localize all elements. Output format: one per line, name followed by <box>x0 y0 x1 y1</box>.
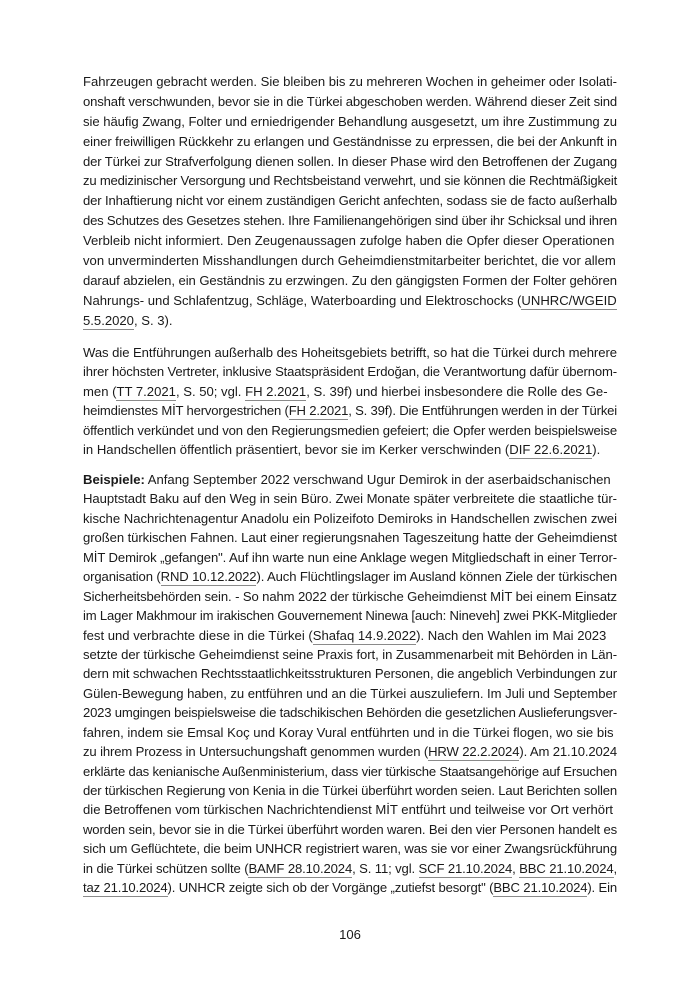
text-segment: sich um Geflüchtete, die beim UNHCR registriert waren, was sie vor einer Zwangsrückführung <box>83 841 617 857</box>
text-segment: , S. 39f). Die Entführungen werden in der Türkei <box>348 403 618 419</box>
text-line <box>83 878 617 897</box>
text-line <box>83 401 617 420</box>
text-segment: zu medizinischer Versorgung und Rechtsbeistand verwehrt, und sie können die Rechtmäßigkeit <box>83 173 617 189</box>
text-line <box>83 548 617 567</box>
text-segment: ihrer höchsten Vertreter, inklusive Staatspräsident Erdoğan, die Verantwortung dafür übernom- <box>83 364 617 380</box>
text-segment: Anfang September 2022 verschwand Ugur Demirok in der aserbaidschanischen <box>144 472 611 487</box>
text-line <box>83 152 617 172</box>
citation-link[interactable]: UNHRC/WGEID <box>521 292 617 308</box>
text-segment: ). Ein <box>587 880 618 896</box>
page-number: 106 <box>339 927 361 942</box>
text-segment: dern mit schwachen Rechtsstaatlichkeitsstrukturen Personen, die angeblich Verbindungen zur <box>83 666 617 682</box>
text-segment: der Inhaftierung nicht vor einem zuständigen Gericht anfechten, sodass sie de facto außerhalb <box>83 193 617 209</box>
text-segment: ). Nach den Wahlen im Mai 2023 <box>416 627 607 643</box>
text-line <box>83 440 617 459</box>
citation-link[interactable]: DIF 22.6.2021 <box>509 442 593 458</box>
citation-link[interactable]: BBC 21.10.2024 <box>493 880 588 896</box>
paragraph-detention-conditions <box>83 72 617 331</box>
text-segment: MİT Demirok „gefangen". Auf ihn warte nun eine Anklage wegen Mitgliedschaft in einer Terror- <box>83 549 617 565</box>
text-segment: , S. 39f) und hierbei insbesondere die Rolle des Ge- <box>306 383 608 399</box>
text-line <box>83 362 617 381</box>
text-segment: im Lager Makhmour im irakischen Gouvernement Ninewa [auch: Nineveh] zwei PKK-Mitglieder <box>83 608 617 624</box>
text-segment: einer freiwilligen Rückkehr zu erlangen und Geständnisse zu erpressen, die bei der Ankunft in <box>83 133 617 149</box>
text-line <box>83 421 617 440</box>
citation-link[interactable]: taz 21.10.2024 <box>83 880 168 896</box>
text-segment: men ( <box>83 383 117 399</box>
text-segment: zu ihrem Prozess in Untersuchungshaft genommen wurden ( <box>83 744 429 760</box>
text-line <box>83 211 617 231</box>
text-line <box>83 587 617 606</box>
text-line <box>83 72 617 92</box>
text-segment: darauf abzielen, ein Geständnis zu erzwingen. Zu den gängigsten Formen der Folter gehören <box>83 272 617 288</box>
text-line <box>83 762 617 781</box>
text-line <box>83 132 617 152</box>
text-line <box>83 800 617 819</box>
text-line <box>83 343 617 362</box>
text-line <box>83 509 617 528</box>
citation-link[interactable]: SCF 21.10.2024 <box>418 860 513 876</box>
bold-label: Beispiele: <box>83 472 145 487</box>
text-segment: Gülen-Bewegung haben, zu entführen und an die Türkei auszuliefern. Im Juli und September <box>83 685 617 701</box>
text-line <box>83 626 617 645</box>
text-segment: onshaft verschwunden, bevor sie in die Türkei abgeschoben werden. Während dieser Zeit sind <box>83 93 617 109</box>
text-segment: Nahrungs- und Schlafentzug, Schläge, Waterboarding und Elektroschocks ( <box>83 292 522 308</box>
text-line <box>83 470 617 489</box>
text-segment: Was die Entführungen außerhalb des Hoheitsgebiets betrifft, so hat die Türkei durch mehrere <box>83 345 617 360</box>
text-line <box>83 703 617 722</box>
text-segment: 2023 umgingen beispielsweise die tadschikischen Behörden die gesetzlichen Auslieferungsver- <box>83 705 618 721</box>
citation-link[interactable]: BAMF 28.10.2024 <box>248 860 353 876</box>
text-segment: der Türkei zur Strafverfolgung dienen sollen. In dieser Phase wird den Betroffenen der Zugang <box>83 153 618 169</box>
text-line <box>83 528 617 547</box>
text-line <box>83 271 617 291</box>
text-segment: öffentlich verkündet und von den Regierungsmedien gefeiert; die Opfer werden beispielsweise <box>83 422 617 438</box>
text-segment: großen türkischen Fahnen. Laut einer regierungsnahen Tageszeitung hatte der Geheimdienst <box>83 530 617 546</box>
text-segment: setzte der türkische Geheimdienst seine Praxis fort, in Zusammenarbeit mit Behörden in Län- <box>83 646 617 662</box>
text-segment: ). Auch Flüchtlingslager im Ausland können Ziele der türkischen <box>256 569 617 585</box>
text-segment: Fahrzeugen gebracht werden. Sie bleiben bis zu mehreren Wochen in geheimer oder Isolati- <box>83 74 617 89</box>
text-segment: sie häufig Zwang, Folter und erniedrigender Behandlung ausgesetzt, um ihre Zustimmung zu <box>83 113 617 129</box>
text-segment: Sicherheitsbehörden sein. - So nahm 2022 der türkische Geheimdienst MİT bei einem Einsatz <box>83 588 617 604</box>
text-segment: , S. 3). <box>133 312 173 328</box>
text-segment: heimdienstes MİT hervorgestrichen ( <box>83 403 289 419</box>
text-segment: , <box>512 860 520 876</box>
paragraph-abductions-abroad <box>83 343 617 460</box>
text-segment: Hauptstadt Baku auf den Weg in sein Büro. Zwei Monate später verbreitete die staatliche tür- <box>83 491 617 507</box>
text-line <box>83 859 617 878</box>
citation-link[interactable]: RND 10.12.2022 <box>160 569 257 585</box>
text-segment: fest und verbrachte diese in die Türkei ( <box>83 627 313 643</box>
text-segment: organisation ( <box>83 569 161 585</box>
text-segment: in Handschellen öffentlich präsentiert, bevor sie im Kerker verschwinden ( <box>83 442 510 458</box>
text-segment: erklärte das kenianische Außenministerium, dass vier türkische Staatsangehörige auf Ersuchen <box>83 763 617 779</box>
text-line <box>83 684 617 703</box>
text-line <box>83 112 617 132</box>
text-segment: des Schutzes des Gesetzes stehen. Ihre Familienangehörigen sind über ihr Schicksal und ihren <box>83 213 617 229</box>
citation-link[interactable]: TT 7.2021 <box>116 383 176 399</box>
citation-link[interactable]: FH 2.2021 <box>245 383 307 399</box>
text-segment: von unverminderten Misshandlungen durch Geheimdienstmitarbeiter berichtet, die vor allem <box>83 253 616 269</box>
text-line <box>83 251 617 271</box>
text-line <box>83 382 617 401</box>
text-line <box>83 820 617 839</box>
text-line <box>83 606 617 625</box>
text-line <box>83 839 617 858</box>
citation-link[interactable]: FH 2.2021 <box>288 403 349 419</box>
text-segment: ). Am 21.10.2024 <box>519 744 617 760</box>
text-line <box>83 311 617 331</box>
text-line <box>83 191 617 211</box>
text-line <box>83 567 617 586</box>
text-segment: , S. 50; vgl. <box>175 383 246 399</box>
text-line <box>83 645 617 664</box>
citation-link[interactable]: HRW 22.2.2024 <box>428 744 520 760</box>
text-segment: die Betroffenen vom türkischen Nachrichtendienst MİT entführt und teilweise vor Ort verhört <box>83 802 614 818</box>
text-segment: worden sein, bevor sie in die Türkei überführt worden waren. Bei den vier Personen handelt es <box>83 821 618 837</box>
text-segment: Verbleib nicht informiert. Den Zeugenaussagen zufolge haben die Opfer dieser Operationen <box>83 233 615 249</box>
text-line <box>83 171 617 191</box>
text-segment: ). <box>592 442 601 458</box>
text-line <box>83 723 617 742</box>
text-line <box>83 664 617 683</box>
text-line <box>83 231 617 251</box>
text-line <box>83 781 617 800</box>
text-line <box>83 742 617 761</box>
text-segment: kische Nachrichtenagentur Anadolu ein Polizeifoto Demiroks in Handschellen zwischen zwei <box>83 510 617 526</box>
citation-link[interactable]: BBC 21.10.2024 <box>519 860 614 876</box>
text-segment: fahren, indem sie Emsal Koç und Koray Vural entführten und in die Türkei flogen, wo sie bis <box>83 724 614 740</box>
paragraph-examples <box>83 470 617 898</box>
text-line <box>83 489 617 508</box>
text-line <box>83 291 617 311</box>
text-segment: , S. 11; vgl. <box>352 860 419 876</box>
text-segment: der türkischen Regierung von Kenia in die Türkei überführt worden seien. Laut Berichten sollen <box>83 783 617 798</box>
citation-link[interactable]: 5.5.2020 <box>83 312 134 328</box>
citation-link[interactable]: Shafaq 14.9.2022 <box>312 627 417 643</box>
text-segment: in die Türkei schützen sollte ( <box>83 860 249 876</box>
text-segment: , <box>613 860 618 876</box>
text-segment: ). UNHCR zeigte sich ob der Vorgänge „zutiefst besorgt" ( <box>167 880 494 896</box>
text-line <box>83 92 617 112</box>
